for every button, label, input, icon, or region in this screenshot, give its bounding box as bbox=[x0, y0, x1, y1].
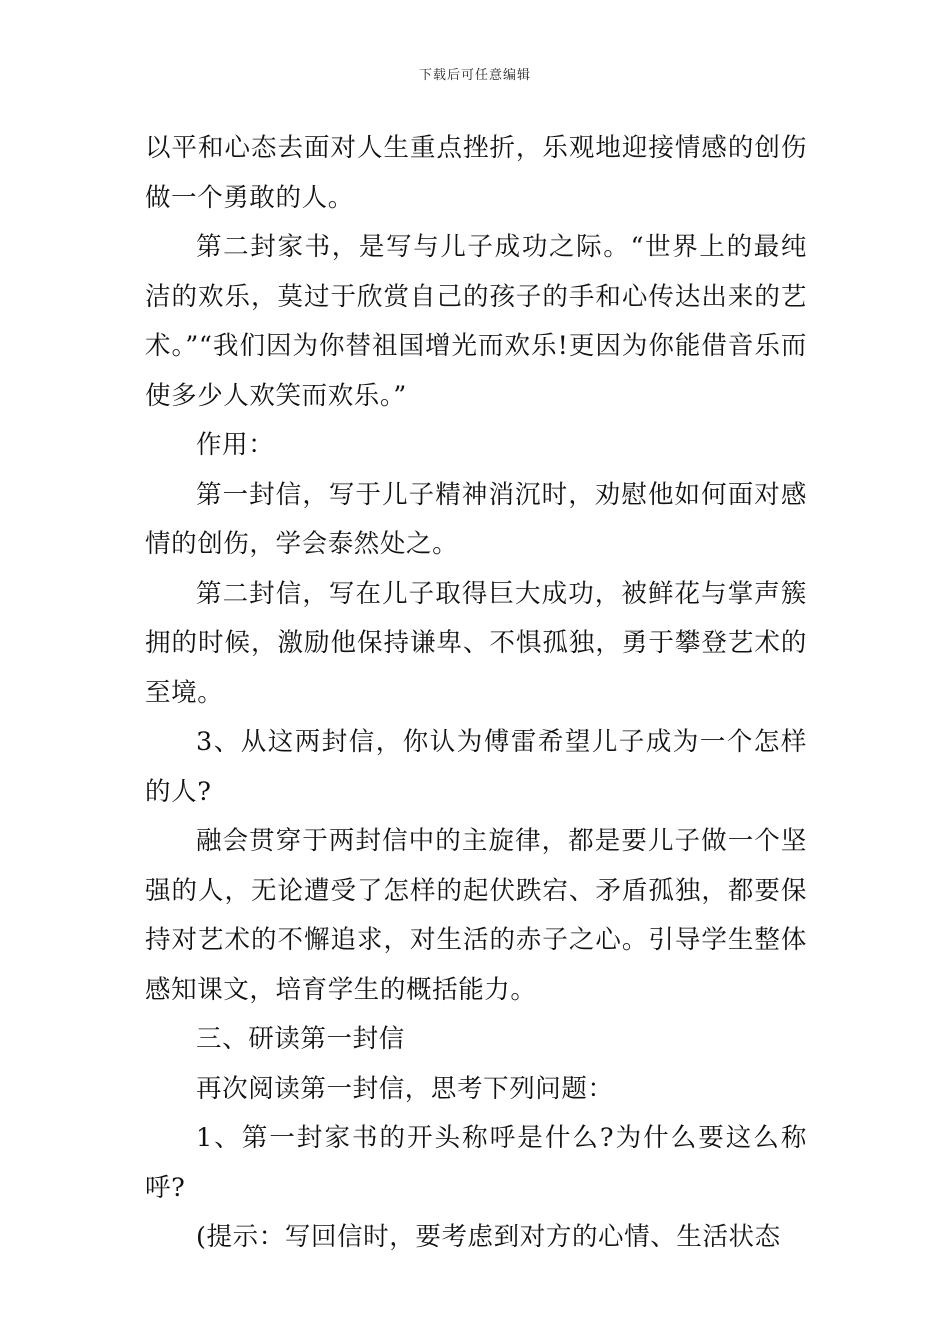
hint: (提示：写回信时，要考虑到对方的心情、生活状态 bbox=[196, 1222, 781, 1252]
paragraph: 作用： bbox=[196, 430, 275, 460]
header-note: 下载后可任意编辑 bbox=[418, 68, 531, 83]
paragraph: 第二封家书，是写与儿子成功之际。“世界上的最纯洁的欢乐，莫过于欣赏自己的孩子的手和心传达出来的艺术。”“我们因为你替祖国增光而欢乐!更因为你能借音乐而使多少人欢笑而欢乐。” bbox=[145, 232, 807, 411]
section-heading: 三、研读第一封信 bbox=[196, 1024, 405, 1054]
body-text bbox=[145, 124, 807, 1263]
paragraph: 融会贯穿于两封信中的主旋律，都是要儿子做一个坚强的人，无论遭受了怎样的起伏跌宕、矛盾孤独，都要保持对艺术的不懈追求，对生活的赤子之心。引导学生整体感知课文，培育学生的概括能力。 bbox=[145, 826, 807, 1005]
paragraph: 再次阅读第一封信，思考下列问题： bbox=[196, 1073, 614, 1104]
paragraph: 以平和心态去面对人生重点挫折，乐观地迎接情感的创伤做一个勇敢的人。 bbox=[145, 133, 807, 213]
paragraph: 3、从这两封信，你认为傅雷希望儿子成为一个怎样的人? bbox=[145, 727, 807, 807]
question: 1、第一封家书的开头称呼是什么?为什么要这么称呼? bbox=[145, 1123, 807, 1203]
paragraph: 第二封信，写在儿子取得巨大成功，被鲜花与掌声簇拥的时候，激励他保持谦卑、不惧孤独，勇于攀登艺术的至境。 bbox=[145, 578, 807, 708]
paragraph: 第一封信，写于儿子精神消沉时，劝慰他如何面对感情的创伤，学会泰然处之。 bbox=[145, 479, 807, 559]
